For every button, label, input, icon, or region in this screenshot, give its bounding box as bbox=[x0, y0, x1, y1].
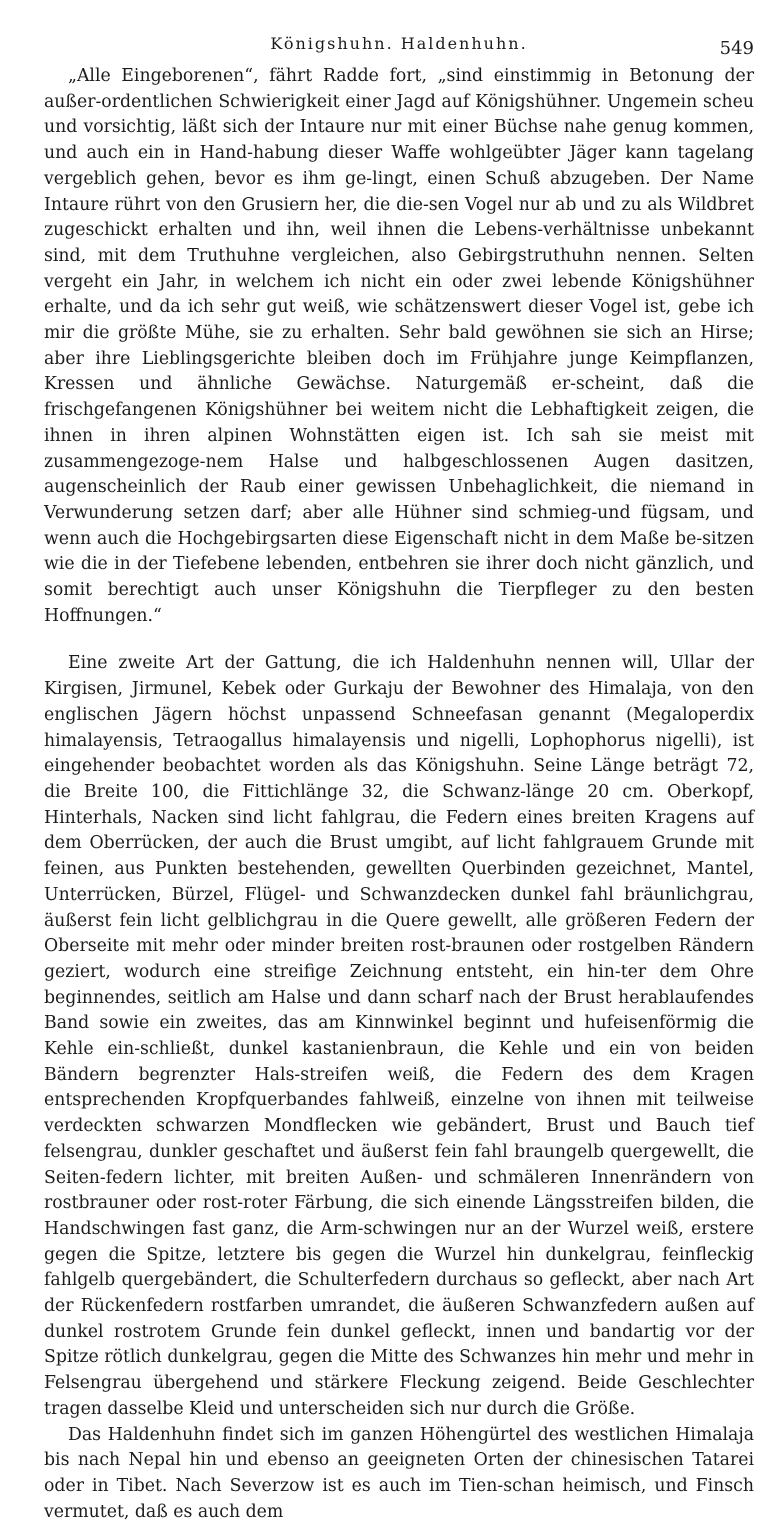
paragraph-haldenhuhn-description: Eine zweite Art der Gattung, die ich Haldenhuhn nennen will, Ullar der Kirgisen, Jirmunel, Kebek oder Gurkaju der Bewohner des Himalaja, von den englischen Jägern höchst unpassend Schneefasan genannt (Megaloperdix himalayensis, Tetraogallus himalayensis und nigelli, Lophophorus nigelli), ist eingehender beobachtet worden als das Königshuhn. Seine Länge beträgt 72, die Breite 100, die Fittichlänge 32, die Schwanz-länge 20 cm. Oberkopf, Hinterhals, Nacken sind licht fahlgrau, die Federn eines breiten Kragens auf dem Oberrücken, der auch die Brust umgibt, auf licht fahlgrauem Grunde mit feinen, aus Punkten bestehenden, gewellten Querbinden gezeichnet, Mantel, Unterrücken, Bürzel, Flügel- und Schwanzdecken dunkel fahl bräunlichgrau, äußerst fein licht gelblichgrau in die Quere gewellt, alle größeren Federn der Oberseite mit mehr oder minder breiten rost-braunen oder rostgelben Rändern geziert, wodurch eine streifige Zeichnung entsteht, ein hin-ter dem Ohre beginnendes, seitlich am Halse und dann scharf nach der Brust herablaufendes Band sowie ein zweites, das am Kinnwinkel beginnt und hufeisenförmig die Kehle ein-schließt, dunkel kastanienbraun, die Kehle und ein von beiden Bändern begrenzter Hals-streifen weiß, die Federn des dem Kragen entsprechenden Kropfquerbandes fahlweiß, einzelne von ihnen mit teilweise verdeckten schwarzen Mondflecken wie gebändert, Brust und Bauch tief felsengrau, dunkler geschaftet und äußerst fein fahl braungelb quergewellt, die Seiten-federn lichter, mit breiten Außen- und schmäleren Innenrändern von rostbrauner oder rost-roter Färbung, die sich einende Längsstreifen bilden, die Handschwingen fast ganz, die Arm-schwingen nur an der Wurzel weiß, erstere gegen die Spitze, letztere bis gegen die Wurzel hin dunkelgrau, feinfleckig fahlgelb quergebändert, die Schulterfedern durchaus so gefleckt, aber nach Art der Rückenfedern rostfarben umrandet, die äußeren Schwanzfedern außen auf dunkel rostrotem Grunde fein dunkel gefleckt, innen und bandartig vor der Spitze rötlich dunkelgrau, gegen die Mitte des Schwanzes hin mehr und mehr in Felsengrau übergehend und stärkere Fleckung zeigend. Beide Geschlechter tragen dasselbe Kleid und unterscheiden sich nur durch die Größe. bbox=[44, 653, 754, 1419]
paragraph-quote-radde: „Alle Eingeborenen“, fährt Radde fort, „sind einstimmig in Betonung der außer-ordentlichen Schwierigkeit einer Jagd auf Königshühner. Ungemein scheu und vorsichtig, läßt sich der Intaure nur mit einer Büchse nahe genug kommen, und auch ein in Hand-habung dieser Waffe wohlgeübter Jäger kann tagelang vergeblich gehen, bevor es ihm ge-lingt, einen Schuß abzugeben. Der Name Intaure rührt von den Grusiern her, die die-sen Vogel nur ab und zu als Wildbret zugeschickt erhalten und ihn, weil ihnen die Lebens-verhältnisse unbekannt sind, mit dem Truthuhne vergleichen, also Gebirgstruthuhn nennen. Selten vergeht ein Jahr, in welchem ich nicht ein oder zwei lebende Königshühner erhalte, und da ich sehr gut weiß, wie schätzenswert dieser Vogel ist, gebe ich mir die größte Mühe, sie zu erhalten. Sehr bald gewöhnen sie sich an Hirse; aber ihre Lieblingsgerichte bleiben doch im Frühjahre junge Keimpflanzen, Kressen und ähnliche Gewächse. Naturgemäß er-scheint, daß die frischgefangenen Königshühner bei weitem nicht die Lebhaftigkeit zeigen, die ihnen in ihren alpinen Wohnstätten eigen ist. Ich sah sie meist mit zusammengezoge-nem Halse und halbgeschlossenen Augen dasitzen, augenscheinlich der Raub einer gewissen Unbehaglichkeit, die niemand in Verwunderung setzen darf; aber alle Hühner sind schmieg-und fügsam, und wenn auch die Hochgebirgsarten diese Eigenschaft nicht in dem Maße be-sitzen wie die in der Tiefebene lebenden, entbehren sie ihrer doch nicht gänzlich, und somit berechtigt auch unser Königshuhn die Tierpfleger zu den besten Hoffnungen.“ bbox=[44, 66, 754, 626]
paragraph-haldenhuhn-distribution: Das Haldenhuhn findet sich im ganzen Höhengürtel des westlichen Himalaja bis nach Nepal hin und ebenso an geeigneten Orten der chinesischen Tatarei oder in Tibet. Nach Severzow ist es auch im Tien-schan heimisch, und Finsch vermutet, daß es auch dem bbox=[44, 1424, 754, 1522]
running-title: Königshuhn. Haldenhuhn. bbox=[270, 34, 528, 53]
body-text bbox=[44, 64, 754, 1525]
page-number: 549 bbox=[719, 38, 754, 59]
running-head bbox=[44, 34, 754, 58]
